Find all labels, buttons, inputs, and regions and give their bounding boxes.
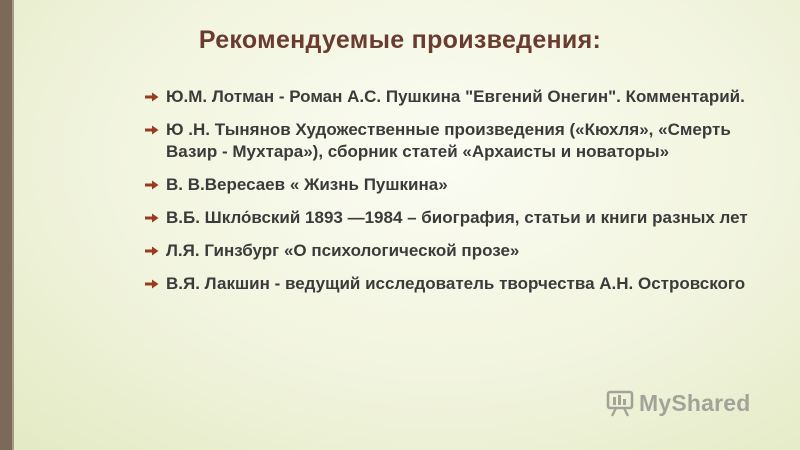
arrow-bullet-icon [145, 279, 159, 289]
list-item [145, 273, 785, 295]
list-item [145, 240, 785, 262]
list-item [145, 119, 785, 163]
list-item [145, 174, 785, 196]
list-item-text: В.Б. Шкло́вский 1893 —1984 – биография, статьи и книги разных лет [166, 208, 748, 227]
list-item [145, 86, 785, 108]
arrow-bullet-icon [145, 92, 159, 102]
list-item-text: В.Я. Лакшин - ведущий исследователь творчества А.Н. Островского [166, 274, 746, 293]
arrow-bullet-icon [145, 125, 159, 135]
myshared-watermark [605, 386, 751, 420]
list-item-text: Л.Я. Гинзбург «О психологической прозе» [166, 241, 520, 260]
left-accent-bar [0, 0, 12, 450]
arrow-bullet-icon [145, 246, 159, 256]
reading-list [145, 86, 785, 306]
left-accent-stripe [12, 0, 14, 450]
list-item [145, 207, 785, 229]
list-item-text: Ю.М. Лотман - Роман А.С. Пушкина "Евгений Онегин". Комментарий. [166, 87, 745, 106]
presentation-board-icon [605, 388, 635, 418]
slide-title: Рекомендуемые произведения: [198, 26, 602, 54]
list-item-text: Ю .Н. Тынянов Художественные произведения («Кюхля», «Смерть Вазир - Мухтара»), сборник статей «Архаисты и новаторы» [166, 120, 731, 161]
watermark-text: MyShared [639, 389, 751, 416]
arrow-bullet-icon [145, 180, 159, 190]
arrow-bullet-icon [145, 213, 159, 223]
list-item-text: В. В.Вересаев « Жизнь Пушкина» [166, 175, 448, 194]
